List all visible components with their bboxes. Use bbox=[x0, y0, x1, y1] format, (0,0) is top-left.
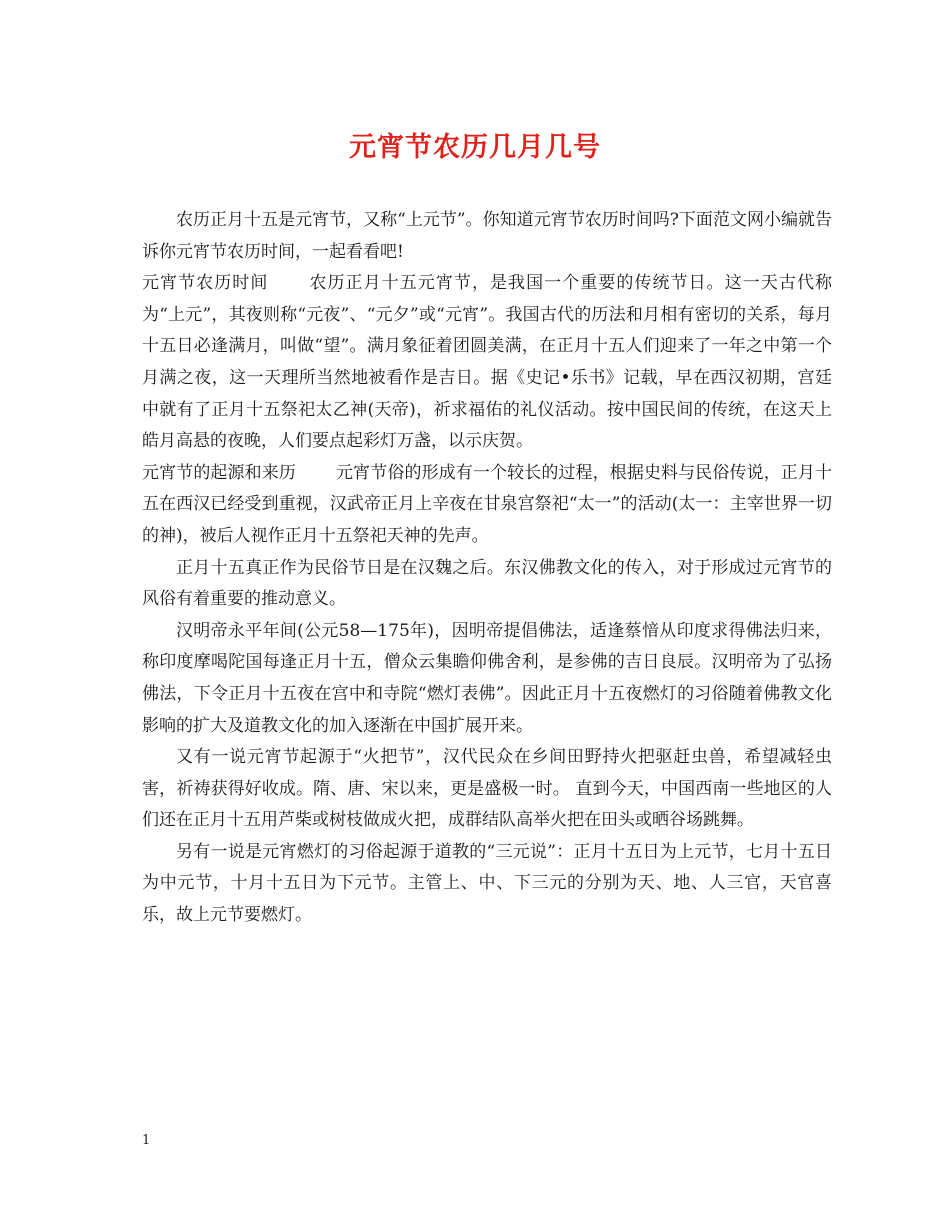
paragraph-intro: 农历正月十五是元宵节，又称“上元节”。你知道元宵节农历时间吗?下面范文网小编就告诉你元宵节农历时间，一起看看吧! bbox=[142, 210, 832, 262]
paragraph-torch-festival: 又有一说元宵节起源于“火把节”，汉代民众在乡间田野持火把驱赶虫兽，希望减轻虫害，祈祷获得好收成。隋、唐、宋以来，更是盛极一时。 直到今天，中国西南一些地区的人们还在正月十五用芦柴或树枝做成火把，成群结队高举火把在田头或晒谷场跳舞。 bbox=[142, 747, 832, 831]
page-number: 1 bbox=[142, 1133, 151, 1148]
paragraph-han-wei: 正月十五真正作为民俗节日是在汉魏之后。东汉佛教文化的传入，对于形成过元宵节的风俗有着重要的推动意义。 bbox=[142, 557, 832, 610]
section-text-origin: 元宵节俗的形成有一个较长的过程，根据史料与民俗传说，正月十五在西汉已经受到重视，汉武帝正月上辛夜在甘泉宫祭祀“太一”的活动(太一：主宰世界一切的神)，被后人视作正月十五祭祀天神的先声。 bbox=[142, 462, 833, 546]
document-title: 元宵节农历几月几号 bbox=[349, 132, 601, 163]
document-body bbox=[142, 205, 832, 932]
section-heading-origin: 元宵节的起源和来历 bbox=[142, 462, 296, 483]
paragraph-han-mingdi: 汉明帝永平年间(公元58—175年)，因明帝提倡佛法，适逢蔡愔从印度求得佛法归来，称印度摩喝陀国每逢正月十五，僧众云集瞻仰佛舍利，是参佛的吉日良辰。汉明帝为了弘扬佛法，下令正月十五夜在宫中和寺院“燃灯表佛”。因此正月十五夜燃灯的习俗随着佛教文化影响的扩大及道教文化的加入逐渐在中国扩展开来。 bbox=[142, 620, 832, 736]
section-text-lunar-date: 农历正月十五元宵节，是我国一个重要的传统节日。这一天古代称为“上元”，其夜则称“元夜”、“元夕”或“元宵”。我国古代的历法和月相有密切的关系，每月十五日必逢满月，叫做“望”。满月象征着团圆美满，在正月十五人们迎来了一年之中第一个月满之夜，这一天理所当然地被看作是吉日。据《史记•乐书》记载，早在西汉初期，宫廷中就有了正月十五祭祀太乙神(天帝)，祈求福佑的礼仪活动。按中国民间的传统，在这天上皓月高悬的夜晚，人们要点起彩灯万盏，以示庆贺。 bbox=[142, 273, 833, 452]
section-heading-lunar-date: 元宵节农历时间 bbox=[142, 273, 269, 294]
paragraph-sanyuan: 另有一说是元宵燃灯的习俗起源于道教的“三元说”：正月十五日为上元节，七月十五日为中元节，十月十五日为下元节。主管上、中、下三元的分别为天、地、人三官，天官喜乐，故上元节要燃灯。 bbox=[142, 841, 832, 926]
paragraph-lunar-date bbox=[142, 268, 832, 458]
paragraph-origin bbox=[142, 458, 832, 553]
